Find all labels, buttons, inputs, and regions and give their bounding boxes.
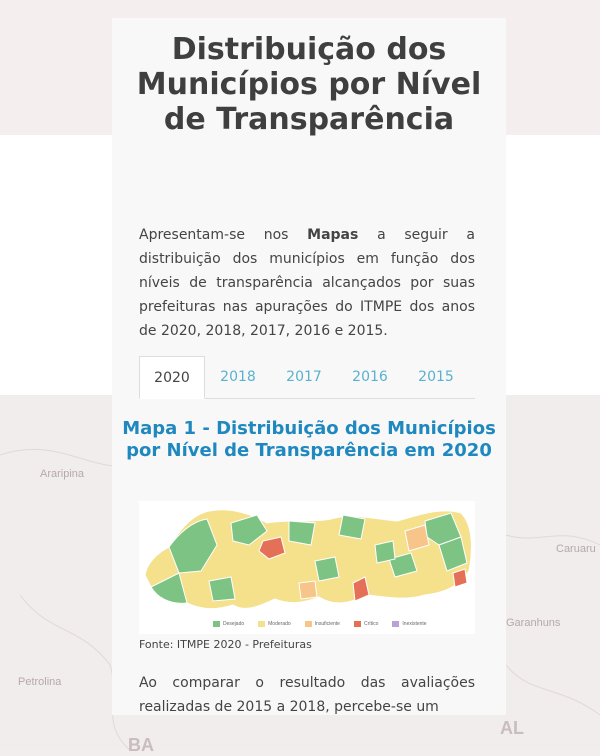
legend-label-moderado: Moderado <box>268 621 291 627</box>
intro-text-start: Apresentam-se nos <box>139 227 308 243</box>
intro-bold-maps: Mapas <box>307 227 359 243</box>
legend-item-moderado <box>258 621 291 627</box>
year-tabs <box>139 356 475 399</box>
closing-paragraph: Ao comparar o resultado das avaliações realizadas de 2015 a 2018, percebe-se um <box>139 675 475 715</box>
map-legend <box>213 621 427 627</box>
place-label-garanhuns: Garanhuns <box>506 617 561 629</box>
tab-2018[interactable]: 2018 <box>220 369 256 385</box>
state-label-al: AL <box>500 718 524 738</box>
tab-2015[interactable]: 2015 <box>418 369 454 385</box>
legend-swatch-moderado <box>258 621 265 627</box>
transparency-map <box>139 501 475 634</box>
legend-swatch-critico <box>354 621 361 627</box>
legend-swatch-desejado <box>213 621 220 627</box>
legend-label-inexistente: Inexistente <box>402 621 427 627</box>
legend-item-insuficiente <box>305 621 340 627</box>
place-label-caruaru: Caruaru <box>556 543 596 555</box>
legend-label-insuficiente: Insuficiente <box>314 621 340 627</box>
legend-item-inexistente <box>392 621 426 627</box>
legend-label-critico: Crítico <box>363 621 379 627</box>
tab-2017[interactable]: 2017 <box>286 369 322 385</box>
intro-paragraph <box>139 223 475 343</box>
legend-item-critico <box>354 621 378 627</box>
page-title: Distribuição dos Municípios por Nível de Transparência <box>136 32 482 137</box>
place-label-petrolina: Petrolina <box>18 676 62 688</box>
legend-label-desejado: Desejado <box>223 621 245 627</box>
intro-text-end: a seguir a distribuição dos municípios em função dos níveis de transparência alcançados por suas prefeituras nas apurações do ITMPE dos anos de 2020, 2018, 2017, 2016 e 2015. <box>139 227 475 339</box>
map-source: Fonte: ITMPE 2020 - Prefeituras <box>139 638 312 651</box>
legend-swatch-insuficiente <box>305 621 312 627</box>
municipality-map-image <box>139 501 475 619</box>
legend-swatch-inexistente <box>392 621 399 627</box>
tab-2020[interactable]: 2020 <box>139 356 205 399</box>
tab-2016[interactable]: 2016 <box>352 369 388 385</box>
content-card <box>112 18 506 715</box>
map-title: Mapa 1 - Distribuição dos Municípios por Nível de Transparência em 2020 <box>122 418 496 461</box>
legend-item-desejado <box>213 621 244 627</box>
state-label-ba: BA <box>128 735 154 755</box>
place-label-araripina: Araripina <box>40 468 85 480</box>
